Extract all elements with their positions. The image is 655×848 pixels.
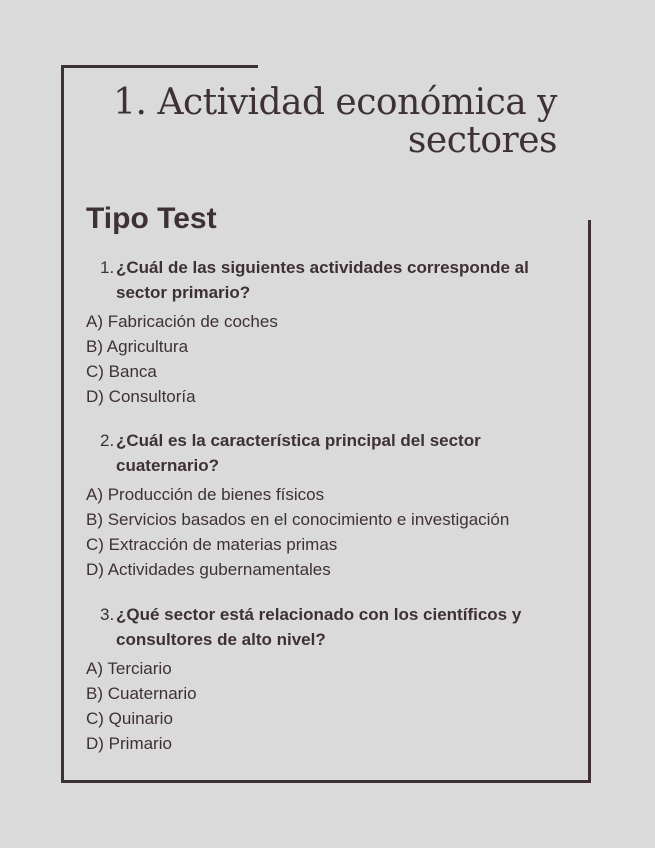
- question-2-option-b: B) Servicios basados en el conocimiento e investigación: [86, 510, 510, 529]
- frame-top-line: [61, 65, 258, 68]
- question-1-number: 1.: [100, 258, 115, 277]
- frame-right-line: [588, 220, 591, 783]
- question-2-number: 2.: [100, 431, 115, 450]
- section-subtitle: Tipo Test: [86, 202, 217, 235]
- page-title-line-2: sectores: [407, 120, 557, 161]
- question-1-option-a: A) Fabricación de coches: [86, 312, 278, 331]
- question-1-header: [100, 255, 556, 305]
- page-title: [97, 84, 557, 160]
- question-2-option-c: C) Extracción de materias primas: [86, 535, 338, 554]
- question-1: [86, 255, 556, 409]
- question-2-text: ¿Cuál es la característica principal del sector cuaternario?: [116, 431, 481, 475]
- question-1-options: [86, 309, 556, 409]
- question-3: [86, 602, 556, 756]
- question-3-options: [86, 656, 556, 756]
- question-2: [86, 428, 556, 582]
- frame-left-line: [61, 65, 64, 783]
- question-1-option-c: C) Banca: [86, 362, 157, 381]
- question-1-text: ¿Cuál de las siguientes actividades corresponde al sector primario?: [116, 258, 529, 302]
- question-3-header: [100, 602, 556, 652]
- frame-bottom-line: [61, 780, 591, 783]
- question-2-options: [86, 482, 556, 582]
- question-3-option-a: A) Terciario: [86, 659, 172, 678]
- question-3-option-d: D) Primario: [86, 734, 172, 753]
- question-3-text: ¿Qué sector está relacionado con los científicos y consultores de alto nivel?: [116, 605, 522, 649]
- question-1-option-b: B) Agricultura: [86, 337, 189, 356]
- question-3-option-b: B) Cuaternario: [86, 684, 197, 703]
- question-2-option-d: D) Actividades gubernamentales: [86, 560, 331, 579]
- page-title-line-1: 1. Actividad económica y: [113, 82, 557, 123]
- question-3-number: 3.: [100, 605, 115, 624]
- question-2-header: [100, 428, 556, 478]
- question-1-option-d: D) Consultoría: [86, 387, 196, 406]
- question-3-option-c: C) Quinario: [86, 709, 173, 728]
- question-2-option-a: A) Producción de bienes físicos: [86, 485, 325, 504]
